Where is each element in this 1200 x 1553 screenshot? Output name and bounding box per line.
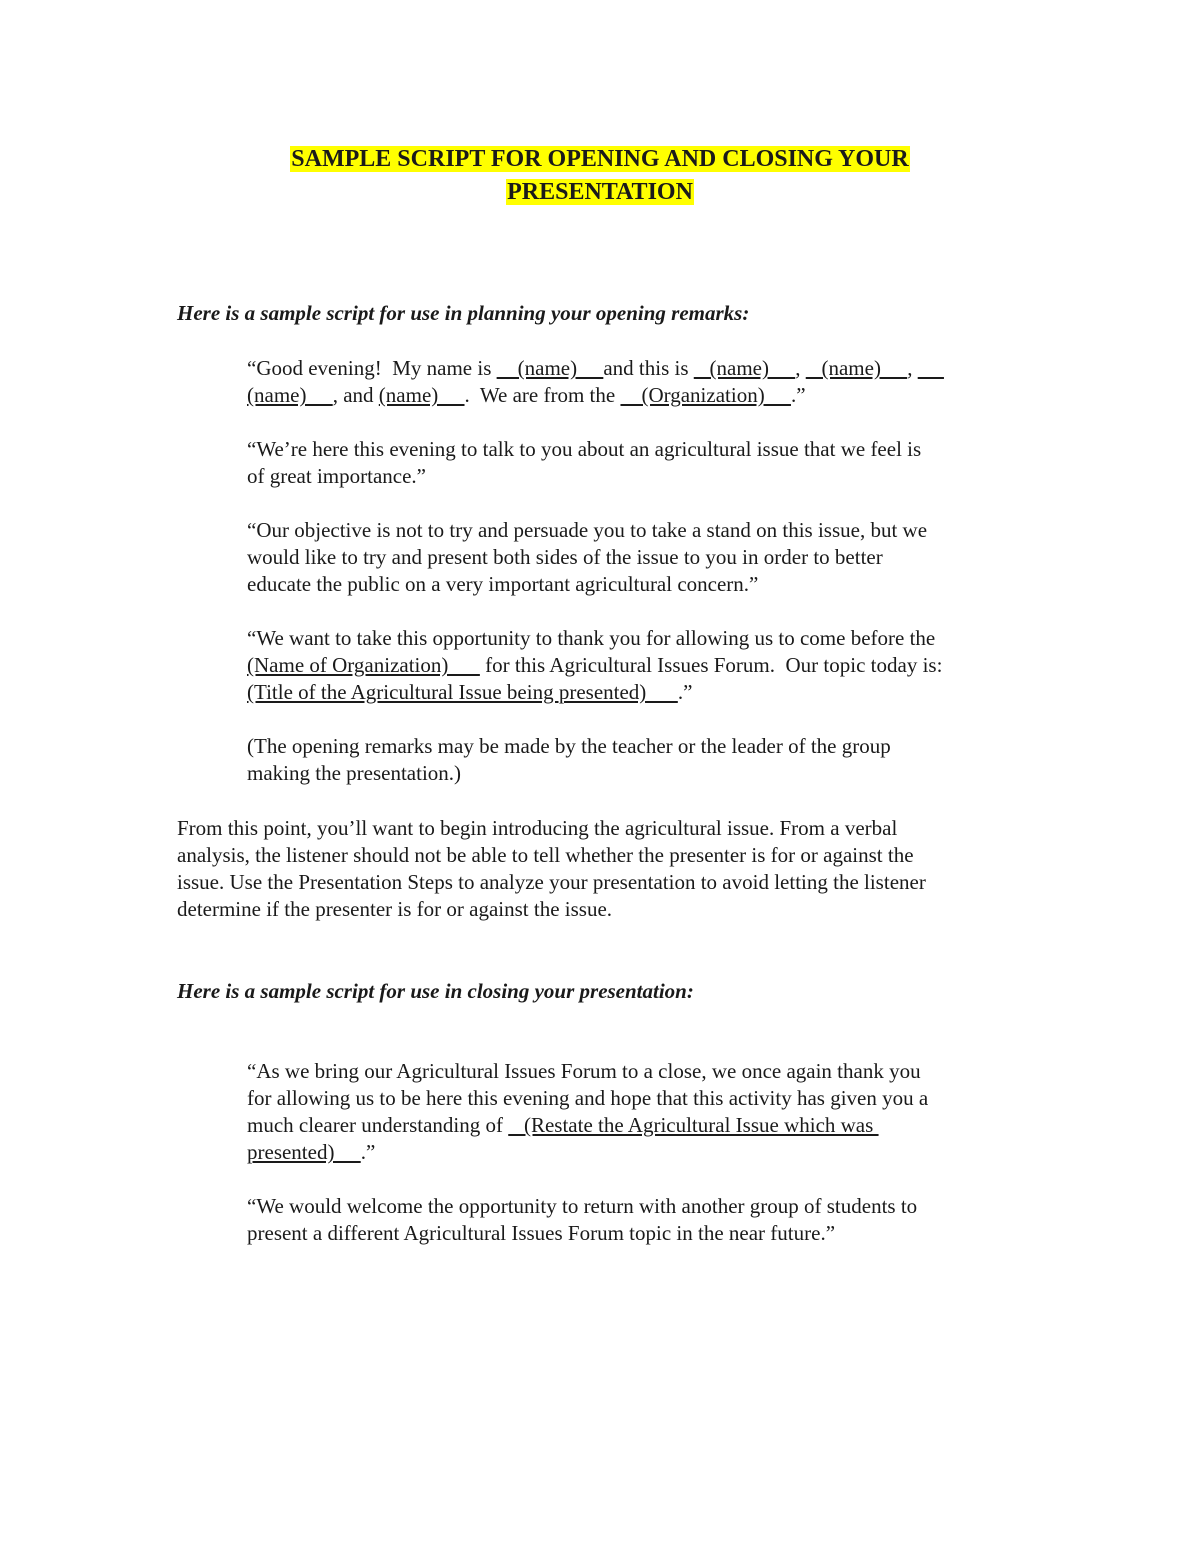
body-line-2: analysis, the listener should not be able to tell whether the presenter is for or against the (177, 843, 914, 867)
body-paragraph (177, 815, 926, 923)
opening-p4-line-3 (247, 679, 942, 706)
body-line-3: issue. Use the Presentation Steps to analyze your presentation to avoid letting the listener (177, 870, 926, 894)
opening-paragraph-4 (247, 625, 942, 706)
opening-p3-line-2: would like to try and present both sides of the issue to you in order to better (247, 545, 883, 569)
text-span: .” (677, 680, 693, 704)
opening-p4-line-1: “We want to take this opportunity to thank you for allowing us to come before the (247, 626, 936, 650)
opening-p4-line-2 (247, 652, 942, 679)
text-span: , (795, 356, 806, 380)
closing-p1-line-3 (247, 1112, 928, 1139)
text-span: .” (360, 1140, 376, 1164)
closing-p2-line-1: “We would welcome the opportunity to return with another group of students to (247, 1194, 918, 1218)
name-blank: (name) (378, 383, 465, 407)
closing-heading: Here is a sample script for use in closing your presentation: (177, 979, 694, 1003)
organization-blank: (Organization) (620, 383, 791, 407)
opening-heading: Here is a sample script for use in planning your opening remarks: (177, 301, 750, 325)
text-span: .” (790, 383, 806, 407)
name-blank: (name) (693, 356, 796, 380)
closing-paragraph-1 (247, 1058, 928, 1166)
opening-paragraph-3 (247, 517, 927, 598)
text-span: for this Agricultural Issues Forum. Our topic today is: (479, 653, 943, 677)
organization-blank: (Name of Organization) (247, 653, 480, 677)
opening-p1-line-2 (247, 382, 944, 409)
opening-paragraph-2 (247, 436, 921, 490)
text-span: , (907, 356, 918, 380)
closing-p1-line-2: for allowing us to be here this evening and hope that this activity has given you a (247, 1086, 929, 1110)
restate-issue-blank: presented) (247, 1140, 361, 1164)
closing-p2-line-2: present a different Agricultural Issues Forum topic in the near future.” (247, 1221, 836, 1245)
opening-p2-line-1: “We’re here this evening to talk to you about an agricultural issue that we feel is (247, 437, 922, 461)
opening-p5-line-2: making the presentation.) (247, 761, 462, 785)
body-line-4: determine if the presenter is for or against the issue. (177, 897, 613, 921)
opening-paragraph-5 (247, 733, 891, 787)
closing-paragraph-2 (247, 1193, 917, 1247)
opening-p1-line-1 (247, 355, 944, 382)
name-blank: (name) (496, 356, 604, 380)
opening-p3-line-1: “Our objective is not to try and persuade you to take a stand on this issue, but we (247, 518, 928, 542)
issue-title-blank: (Title of the Agricultural Issue being presented) (247, 680, 678, 704)
title-line-1: SAMPLE SCRIPT FOR OPENING AND CLOSING YOUR (291, 146, 909, 172)
text-span: . We are from the (464, 383, 621, 407)
restate-issue-blank: (Restate the Agricultural Issue which was (508, 1113, 879, 1137)
body-line-1: From this point, you’ll want to begin introducing the agricultural issue. From a verbal (177, 816, 898, 840)
text-span: “Good evening! My name is (247, 356, 497, 380)
text-span: and this is (603, 356, 694, 380)
closing-p1-line-1: “As we bring our Agricultural Issues Forum to a close, we once again thank you (247, 1059, 921, 1083)
opening-p3-line-3: educate the public on a very important agricultural concern.” (247, 572, 759, 596)
opening-p5-line-1: (The opening remarks may be made by the teacher or the leader of the group (247, 734, 891, 758)
name-blank: (name) (247, 383, 333, 407)
closing-p1-line-4 (247, 1139, 928, 1166)
name-blank (918, 356, 944, 380)
document-title (0, 143, 1200, 209)
text-span: much clearer understanding of (247, 1113, 509, 1137)
title-line-2: PRESENTATION (507, 179, 693, 205)
opening-paragraph-1 (247, 355, 944, 409)
opening-p2-line-2: of great importance.” (247, 464, 426, 488)
name-blank: (name) (805, 356, 908, 380)
text-span: , and (332, 383, 379, 407)
